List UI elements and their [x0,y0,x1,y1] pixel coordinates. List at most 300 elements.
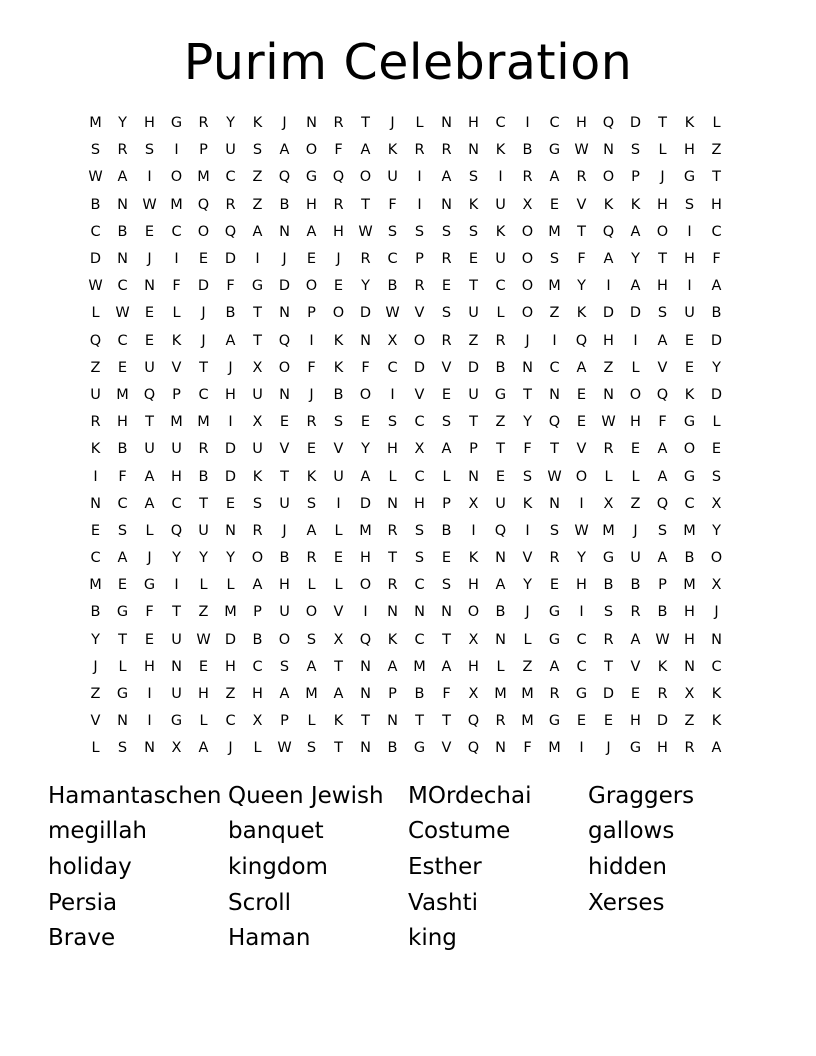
grid-letter: U [468,386,479,403]
grid-letter: B [387,740,398,757]
grid-letter: C [90,223,101,240]
grid-letter: Y [361,278,370,295]
grid-letter: W [547,468,562,485]
grid-letter: A [252,577,263,594]
grid-letter: K [711,686,722,703]
grid-letter: J [525,332,530,349]
grid-letter: G [683,468,696,485]
grid-letter: V [171,359,182,376]
grid-letter: H [117,414,128,431]
grid-letter: N [549,386,560,403]
grid-letter: F [307,359,316,376]
grid-letter: A [144,468,155,485]
grid-letter: S [657,522,668,539]
grid-letter: Y [226,115,235,132]
grid-letter: M [548,278,561,295]
grid-letter: T [280,468,289,485]
grid-letter: T [577,223,586,240]
grid-letter: M [602,522,615,539]
grid-letter: C [171,223,182,240]
grid-letter: M [197,169,210,186]
grid-row [82,654,730,681]
grid-letter: G [683,169,696,186]
grid-letter: N [144,740,155,757]
grid-letter: S [144,142,155,159]
letter-grid [82,110,730,763]
grid-letter: J [282,115,287,132]
grid-letter: C [711,223,722,240]
grid-letter: Q [170,522,183,539]
grid-letter: T [334,740,343,757]
grid-letter: K [333,713,344,730]
grid-letter: K [630,196,641,213]
grid-letter: H [198,686,209,703]
grid-letter: M [359,522,372,539]
grid-letter: B [225,305,236,322]
grid-letter: N [468,142,479,159]
grid-letter: A [711,278,722,295]
grid-letter: A [198,740,209,757]
grid-letter: O [683,441,696,458]
grid-letter: Q [197,196,210,213]
grid-letter: N [117,196,128,213]
grid-letter: A [117,550,128,567]
grid-letter: L [442,468,451,485]
grid-letter: I [579,740,584,757]
grid-letter: M [170,414,183,431]
grid-letter: H [225,658,236,675]
grid-letter: U [495,196,506,213]
grid-letter: U [630,550,641,567]
grid-row [82,518,730,545]
grid-letter: K [306,468,317,485]
grid-letter: N [279,223,290,240]
grid-letter: P [199,142,208,159]
word-item: Persia [48,889,118,916]
grid-letter: J [390,115,395,132]
grid-letter: N [495,550,506,567]
word-item: Hamantaschen [48,782,222,809]
grid-letter: F [145,604,154,621]
grid-letter: H [684,251,695,268]
grid-letter: Q [278,332,291,349]
grid-letter: X [711,495,722,512]
grid-letter: N [603,386,614,403]
grid-letter: I [147,713,152,730]
grid-letter: B [684,550,695,567]
grid-letter: L [496,305,505,322]
grid-letter: A [144,495,155,512]
grid-letter: W [277,740,292,757]
word-row [48,885,808,921]
grid-letter: V [414,386,425,403]
word-item: Haman [228,925,311,952]
grid-letter: D [602,686,615,703]
grid-letter: X [171,740,182,757]
grid-letter: Q [278,169,291,186]
grid-letter: A [630,278,641,295]
grid-letter: R [684,740,695,757]
grid-letter: A [711,740,722,757]
grid-letter: T [361,115,370,132]
grid-letter: R [252,522,263,539]
grid-letter: L [523,631,532,648]
grid-letter: T [442,713,451,730]
word-item: banquet [228,818,324,845]
grid-letter: E [144,332,155,349]
grid-letter: G [116,604,129,621]
grid-letter: N [387,713,398,730]
grid-row [82,599,730,626]
grid-letter: Y [226,550,235,567]
grid-letter: U [387,169,398,186]
grid-letter: S [306,495,317,512]
grid-letter: Z [630,495,641,512]
grid-letter: E [684,359,695,376]
grid-letter: R [495,713,506,730]
grid-letter: F [523,441,532,458]
grid-letter: T [199,359,208,376]
grid-letter: L [145,522,154,539]
grid-letter: E [549,577,560,594]
grid-letter: R [198,115,209,132]
grid-letter: D [359,305,372,322]
grid-letter: B [198,468,209,485]
grid-row [82,436,730,463]
grid-letter: I [147,686,152,703]
grid-letter: Y [199,550,208,567]
grid-letter: I [606,278,611,295]
grid-letter: Q [332,169,345,186]
grid-letter: S [441,577,452,594]
grid-letter: K [468,550,479,567]
grid-letter: H [684,604,695,621]
grid-letter: H [360,550,371,567]
grid-letter: R [441,332,452,349]
grid-letter: Q [143,386,156,403]
grid-letter: I [579,604,584,621]
grid-letter: E [441,386,452,403]
grid-letter: G [575,686,588,703]
grid-letter: I [417,169,422,186]
grid-letter: A [576,359,587,376]
grid-letter: A [225,332,236,349]
grid-letter: D [602,305,615,322]
word-row [48,920,808,956]
grid-letter: D [710,386,723,403]
grid-letter: B [522,142,533,159]
grid-letter: C [495,115,506,132]
grid-letter: H [387,441,398,458]
word-row [48,849,808,885]
grid-letter: O [305,278,318,295]
grid-letter: N [441,115,452,132]
grid-letter: E [441,550,452,567]
grid-letter: U [684,305,695,322]
grid-letter: Y [361,441,370,458]
grid-letter: N [468,468,479,485]
grid-letter: B [279,550,290,567]
grid-letter: B [90,604,101,621]
grid-letter: G [305,169,318,186]
grid-letter: P [388,686,397,703]
grid-row [82,246,730,273]
grid-letter: G [116,686,129,703]
grid-letter: N [603,142,614,159]
grid-letter: H [279,577,290,594]
grid-letter: I [174,577,179,594]
grid-letter: G [251,278,264,295]
grid-letter: V [333,441,344,458]
grid-letter: N [360,658,371,675]
grid-letter: K [495,223,506,240]
grid-letter: J [93,658,98,675]
grid-letter: S [522,468,533,485]
grid-letter: I [255,251,260,268]
grid-letter: C [549,359,560,376]
grid-letter: A [630,223,641,240]
grid-letter: B [603,577,614,594]
grid-letter: V [657,359,668,376]
grid-letter: E [441,278,452,295]
grid-letter: V [90,713,101,730]
grid-letter: S [387,414,398,431]
grid-letter: U [495,251,506,268]
word-list [48,778,808,956]
grid-letter: M [683,577,696,594]
word-item: Costume [408,818,511,845]
grid-letter: J [309,386,314,403]
grid-letter: W [655,631,670,648]
grid-letter: Q [467,740,480,757]
grid-letter: F [172,278,181,295]
grid-letter: D [224,468,237,485]
grid-row [82,681,730,708]
grid-letter: L [172,305,181,322]
grid-letter: Y [712,359,721,376]
grid-letter: O [170,169,183,186]
grid-letter: W [196,631,211,648]
grid-letter: A [117,169,128,186]
grid-letter: N [279,386,290,403]
grid-row [82,328,730,355]
grid-letter: H [657,278,668,295]
grid-letter: Z [684,713,695,730]
grid-row [82,300,730,327]
grid-letter: T [469,278,478,295]
grid-letter: E [576,414,587,431]
grid-letter: B [387,278,398,295]
grid-letter: W [574,142,589,159]
grid-letter: B [252,631,263,648]
grid-letter: H [684,142,695,159]
grid-letter: B [441,522,452,539]
grid-row [82,708,730,735]
grid-letter: D [629,305,642,322]
grid-letter: L [334,577,343,594]
grid-letter: L [496,658,505,675]
grid-letter: S [603,604,614,621]
grid-letter: O [359,386,372,403]
grid-letter: O [602,169,615,186]
grid-letter: S [657,305,668,322]
grid-row [82,409,730,436]
grid-letter: U [144,441,155,458]
grid-letter: B [495,604,506,621]
grid-letter: J [633,522,638,539]
grid-letter: Z [711,142,722,159]
grid-letter: H [252,686,263,703]
grid-letter: S [117,522,128,539]
grid-letter: Q [602,223,615,240]
grid-letter: C [711,658,722,675]
grid-letter: T [388,550,397,567]
grid-letter: V [333,604,344,621]
grid-letter: M [89,115,102,132]
grid-letter: T [145,414,154,431]
grid-letter: L [415,115,424,132]
grid-letter: O [413,332,426,349]
grid-letter: M [305,686,318,703]
grid-letter: F [334,142,343,159]
grid-letter: O [278,359,291,376]
grid-letter: R [549,686,560,703]
grid-letter: X [333,631,344,648]
grid-letter: R [387,522,398,539]
grid-letter: F [577,251,586,268]
grid-letter: S [711,468,722,485]
grid-letter: Q [359,631,372,648]
grid-letter: Y [523,414,532,431]
grid-letter: E [90,522,101,539]
grid-letter: Q [602,115,615,132]
grid-row [82,735,730,762]
grid-letter: Z [549,305,560,322]
grid-letter: H [657,740,668,757]
grid-letter: D [197,278,210,295]
grid-letter: R [306,414,317,431]
grid-letter: T [496,441,505,458]
grid-letter: N [360,686,371,703]
grid-letter: Y [91,631,100,648]
grid-letter: R [576,169,587,186]
grid-letter: L [631,359,640,376]
grid-letter: T [469,414,478,431]
grid-letter: E [144,223,155,240]
grid-letter: L [658,142,667,159]
grid-letter: B [657,604,668,621]
grid-letter: T [523,386,532,403]
grid-letter: C [414,414,425,431]
grid-letter: W [115,305,130,322]
grid-letter: G [170,115,183,132]
grid-letter: Y [118,115,127,132]
grid-letter: G [548,631,561,648]
grid-letter: T [253,332,262,349]
grid-letter: K [495,142,506,159]
grid-letter: L [631,468,640,485]
grid-letter: R [90,414,101,431]
grid-letter: P [658,577,667,594]
grid-letter: D [710,332,723,349]
grid-letter: S [387,223,398,240]
grid-letter: P [442,495,451,512]
grid-letter: B [333,386,344,403]
grid-letter: Q [494,522,507,539]
grid-letter: T [253,305,262,322]
grid-letter: J [336,251,341,268]
grid-letter: V [441,740,452,757]
word-row [48,778,808,814]
grid-letter: A [360,468,371,485]
grid-letter: R [603,441,614,458]
grid-letter: X [522,196,533,213]
word-row [48,814,808,850]
grid-letter: M [494,686,507,703]
grid-letter: D [224,441,237,458]
grid-letter: C [387,359,398,376]
grid-letter: E [576,386,587,403]
grid-letter: W [574,522,589,539]
grid-letter: M [548,740,561,757]
grid-letter: Y [172,550,181,567]
grid-letter: T [334,658,343,675]
grid-letter: E [117,577,128,594]
grid-letter: H [144,658,155,675]
grid-letter: X [711,577,722,594]
grid-letter: L [253,740,262,757]
grid-letter: V [576,441,587,458]
grid-letter: U [171,686,182,703]
grid-letter: V [441,359,452,376]
grid-letter: K [90,441,101,458]
grid-letter: T [658,115,667,132]
grid-letter: S [414,550,425,567]
grid-letter: S [468,223,479,240]
grid-letter: K [684,386,695,403]
grid-letter: H [630,414,641,431]
grid-letter: M [521,686,534,703]
grid-letter: P [172,386,181,403]
grid-letter: G [602,550,615,567]
grid-letter: S [414,223,425,240]
grid-letter: O [521,278,534,295]
grid-letter: I [336,495,341,512]
grid-letter: S [441,223,452,240]
grid-letter: H [576,115,587,132]
grid-letter: U [144,359,155,376]
grid-letter: H [711,196,722,213]
grid-letter: I [633,332,638,349]
grid-letter: J [201,305,206,322]
grid-letter: N [306,115,317,132]
grid-row [82,110,730,137]
grid-letter: E [549,196,560,213]
grid-letter: K [657,658,668,675]
grid-letter: S [279,658,290,675]
grid-letter: U [198,522,209,539]
grid-letter: M [413,658,426,675]
grid-letter: I [471,522,476,539]
grid-letter: R [387,577,398,594]
grid-letter: E [576,713,587,730]
grid-letter: H [576,577,587,594]
grid-letter: D [89,251,102,268]
grid-letter: S [306,631,317,648]
grid-row [82,572,730,599]
grid-letter: H [657,196,668,213]
grid-letter: D [224,251,237,268]
